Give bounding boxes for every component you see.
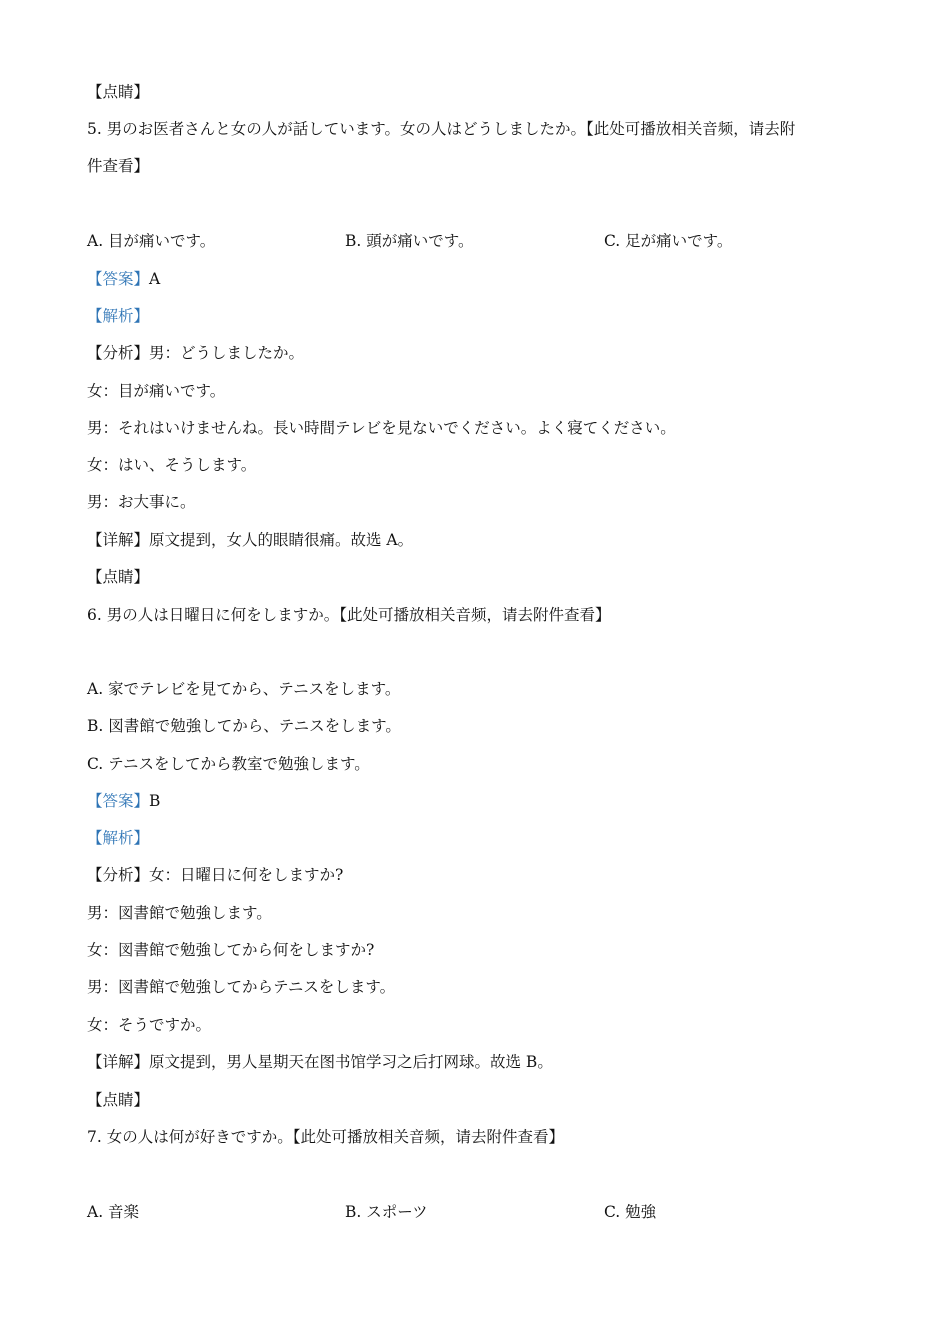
q5-dialogue-line: 女：はい、そうします。 [87,456,257,474]
question-7-text: 7. 女の人は何が好きですか。【此处可播放相关音频，请去附件查看】 [87,1128,564,1146]
q6-dialogue-line: 男：図書館で勉強します。 [87,904,272,922]
q6-detail: 【详解】原文提到，男人星期天在图书馆学习之后打网球。故选 B。 [87,1053,553,1071]
question-6-text: 6. 男の人は日曜日に何をしますか。【此处可播放相关音频，请去附件查看】 [87,606,611,624]
q5-analysis-label: 【解析】 [87,307,150,325]
answer-label: 【答案】 [87,792,150,810]
q5-detail: 【详解】原文提到，女人的眼睛很痛。故选 A。 [87,531,414,549]
q6-dialogue-line: 【分析】女：日曜日に何をしますか? [87,866,344,884]
q5-option-b: B. 頭が痛いです。 [345,232,474,250]
q5-dialogue-line: 女：目が痛いです。 [87,382,226,400]
q7-option-a: A. 音楽 [87,1203,140,1221]
question-5-text: 5. 男のお医者さんと女の人が話しています。女の人はどうしましたか。【此处可播放相关音频，请去附 [87,120,796,138]
q5-option-a: A. 目が痛いです。 [87,232,216,250]
q6-option-a: A. 家でテレビを見てから、テニスをします。 [87,680,401,698]
q6-tip: 【点睛】 [87,1091,150,1109]
q5-option-c: C. 足が痛いです。 [604,232,733,250]
q6-answer [87,791,160,811]
q6-option-c: C. テニスをしてから教室で勉強します。 [87,755,370,773]
q5-dialogue-line: 【分析】男：どうしましたか。 [87,344,305,362]
q6-dialogue-line: 女：図書館で勉強してから何をしますか? [87,941,375,959]
q7-option-b: B. スポーツ [345,1203,428,1221]
tip-heading: 【点睛】 [87,83,150,101]
q6-dialogue-line: 男：図書館で勉強してからテニスをします。 [87,978,396,996]
answer-value: A [149,270,161,288]
q5-dialogue-line: 男：それはいけませんね。長い時間テレビを見ないでください。よく寝てください。 [87,419,676,437]
question-5-text-cont: 件查看】 [87,157,150,175]
q6-analysis-label: 【解析】 [87,829,150,847]
q5-dialogue-line: 男：お大事に。 [87,493,196,511]
q6-option-b: B. 図書館で勉強してから、テニスをします。 [87,717,401,735]
q7-option-c: C. 勉強 [604,1203,657,1221]
q5-answer [87,269,160,289]
q5-tip: 【点睛】 [87,568,150,586]
answer-value: B [149,792,161,810]
answer-label: 【答案】 [87,270,150,288]
q6-dialogue-line: 女：そうですか。 [87,1016,212,1034]
